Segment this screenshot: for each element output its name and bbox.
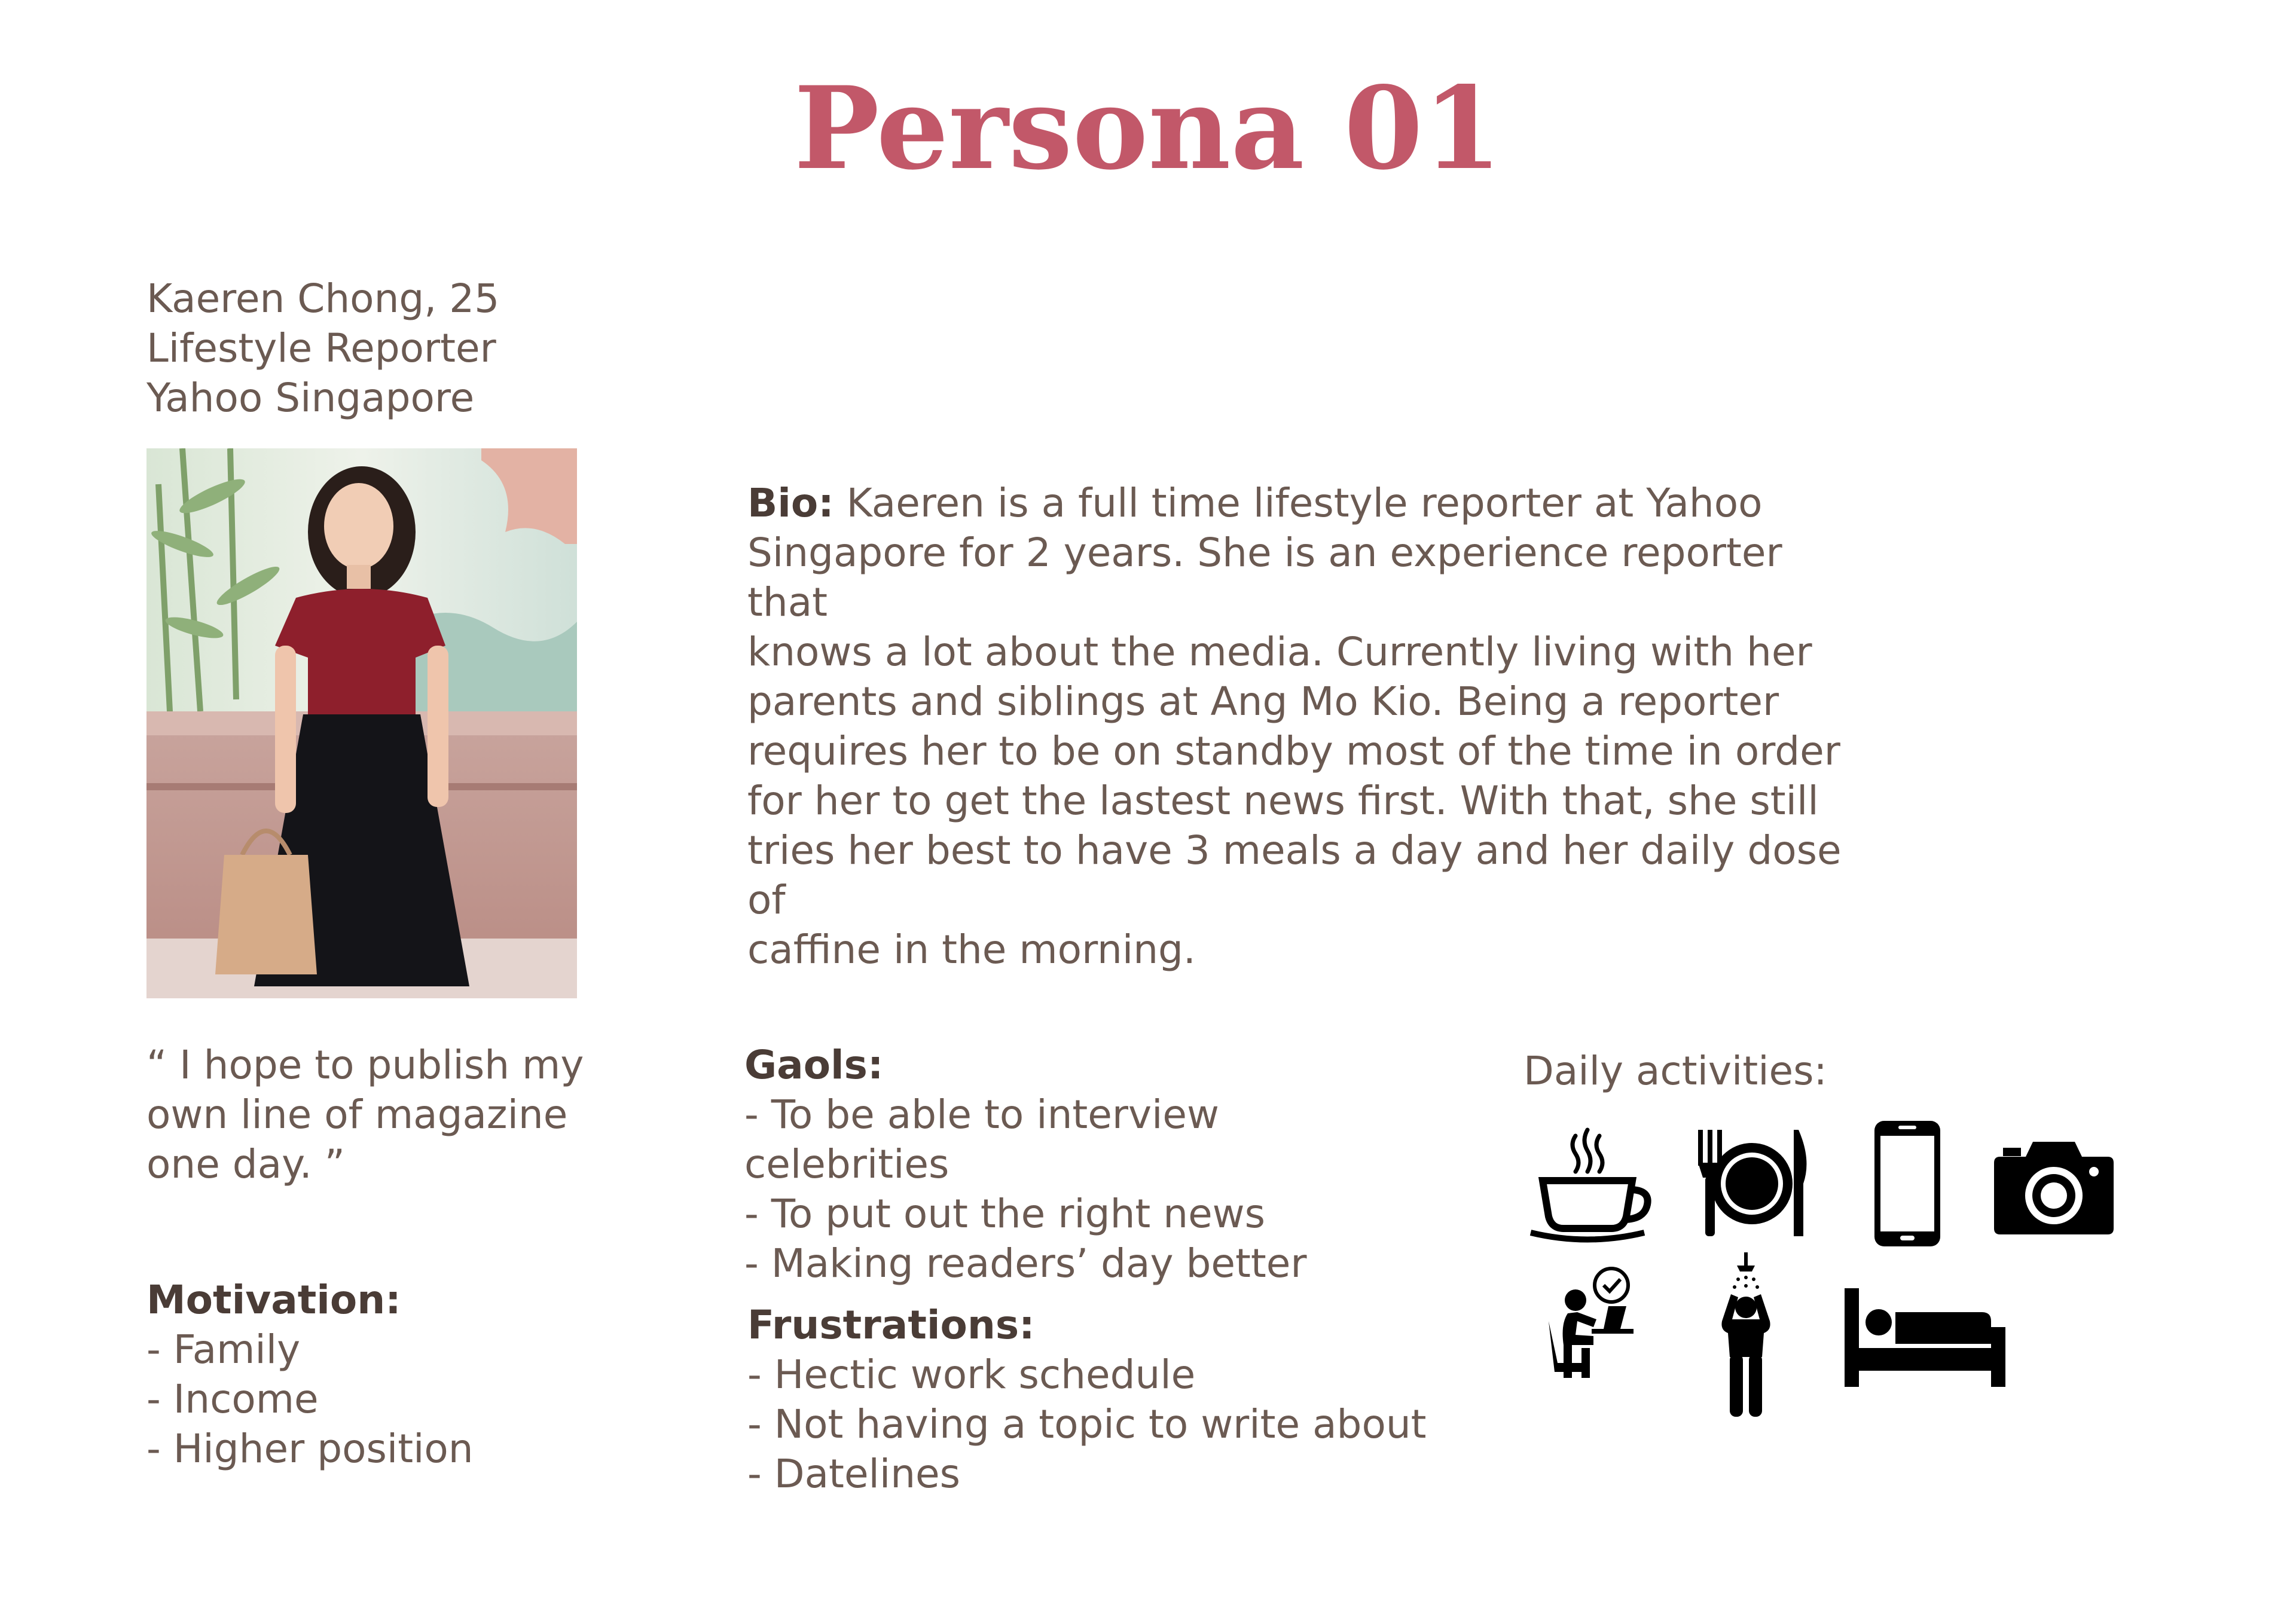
- quote: [146, 1040, 584, 1189]
- coffee-cup-icon: [1528, 1124, 1653, 1243]
- motivation-item: - Family: [146, 1326, 301, 1373]
- bio-line: parents and siblings at Ang Mo Kio. Being a reporter: [747, 678, 1779, 725]
- bio-line: requires her to be on standby most of the time in order: [747, 728, 1840, 774]
- bio-line: knows a lot about the media. Currently living with her: [747, 629, 1812, 675]
- goals-item: - Making readers’ day better: [744, 1240, 1307, 1286]
- profile-role: Lifestyle Reporter: [146, 325, 496, 371]
- shower-icon: [1707, 1252, 1785, 1420]
- page-title: Persona 01: [793, 62, 1503, 195]
- frustrations-section: [747, 1300, 1427, 1499]
- daily-activities-label: Daily activities:: [1523, 1048, 1827, 1094]
- frustrations-label: Frustrations:: [747, 1302, 1035, 1348]
- frustrations-item: - Not having a topic to write about: [747, 1401, 1427, 1447]
- bio-line: Singapore for 2 years. She is an experience reporter that: [747, 530, 1782, 625]
- profile-info: [146, 274, 499, 423]
- quote-line: one day. ”: [146, 1141, 345, 1187]
- bio-line: for her to get the lastest news first. With that, she still: [747, 778, 1819, 824]
- profile-company: Yahoo Singapore: [146, 375, 475, 421]
- motivation-section: [146, 1275, 474, 1474]
- desk-work-icon: [1537, 1264, 1638, 1384]
- bio-section: [747, 478, 1871, 974]
- quote-line: “ I hope to publish my: [146, 1042, 584, 1088]
- goals-item: celebrities: [744, 1141, 949, 1187]
- bio-line: Kaeren is a full time lifestyle reporter at Yahoo: [846, 480, 1763, 526]
- plate-cutlery-icon: [1692, 1124, 1812, 1237]
- motivation-label: Motivation:: [146, 1277, 401, 1323]
- portrait-photo: [146, 448, 577, 998]
- motivation-item: - Higher position: [146, 1426, 474, 1472]
- goals-item: - To put out the right news: [744, 1191, 1266, 1237]
- quote-line: own line of magazine: [146, 1092, 568, 1138]
- smartphone-icon: [1871, 1118, 1943, 1249]
- frustrations-item: - Datelines: [747, 1451, 961, 1497]
- profile-name-age: Kaeren Chong, 25: [146, 276, 500, 322]
- camera-icon: [1991, 1136, 2117, 1237]
- goals-label: Gaols:: [744, 1042, 884, 1088]
- frustrations-item: - Hectic work schedule: [747, 1352, 1196, 1398]
- bio-line: caffine in the morning.: [747, 927, 1196, 973]
- bio-label: Bio:: [747, 480, 834, 526]
- goals-item: - To be able to interview: [744, 1092, 1219, 1138]
- bed-icon: [1842, 1285, 2009, 1390]
- bio-line: tries her best to have 3 meals a day and her daily dose of: [747, 827, 1842, 923]
- motivation-item: - Income: [146, 1376, 319, 1422]
- goals-section: [744, 1040, 1307, 1288]
